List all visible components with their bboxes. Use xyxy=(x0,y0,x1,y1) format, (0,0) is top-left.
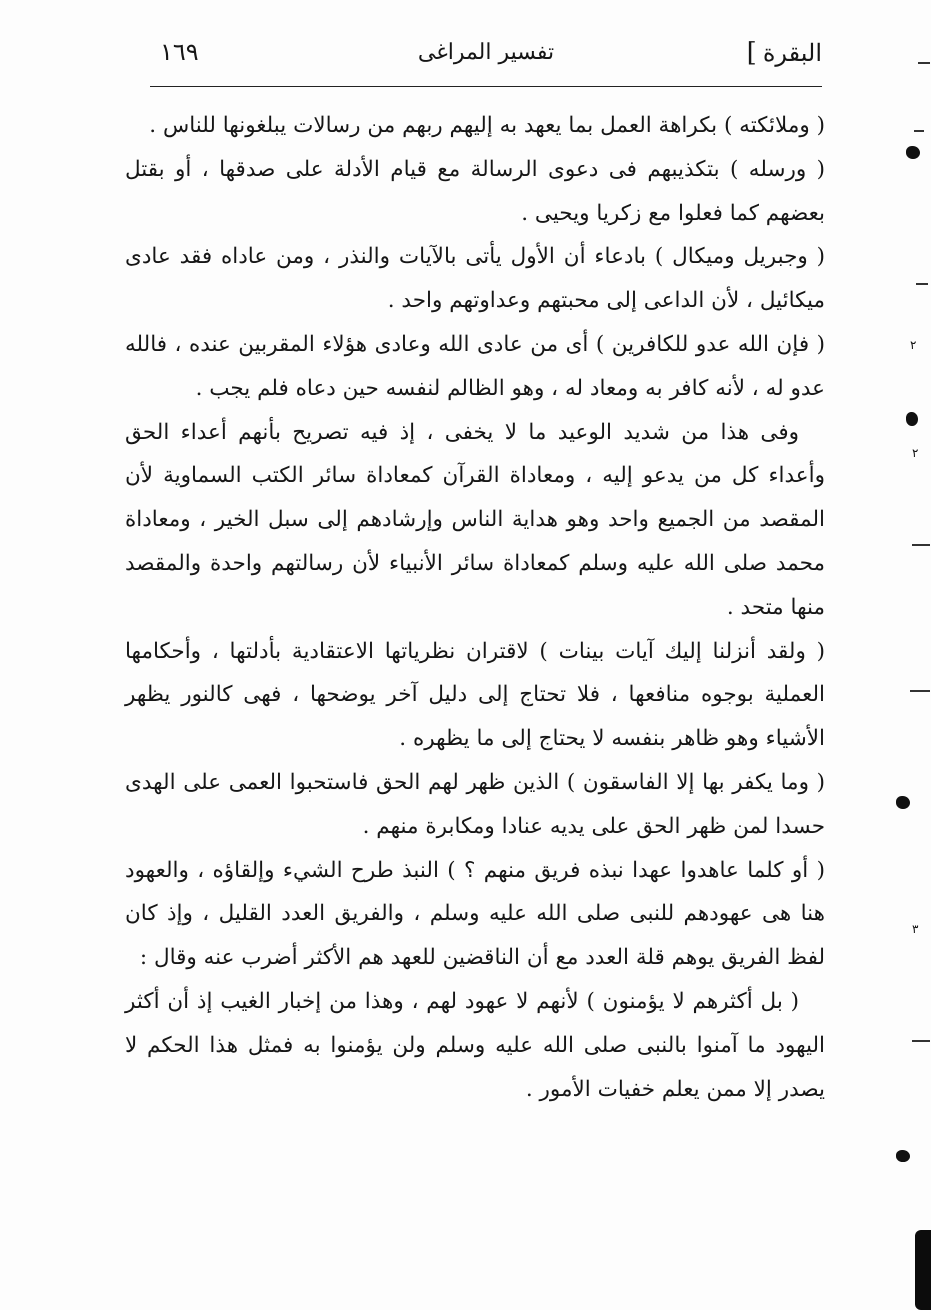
paragraph xyxy=(125,104,825,148)
paragraph xyxy=(125,323,825,411)
margin-mark xyxy=(912,544,930,546)
surah-label: البقرة xyxy=(762,39,822,67)
paragraph xyxy=(125,980,825,1111)
margin-note: ٢ xyxy=(910,338,917,352)
paragraph xyxy=(125,148,825,236)
paragraph-text: ( بل أكثرهم لا يؤمنون ) لأنهم لا عهود لهم ، وهذا من إخبار الغيب إذ أن أكثر اليهود ما آمنوا بالنبى صلى الله عليه وسلم ولن يؤمنوا به فمثل هذا الحكم لا يصدر إلا ممن يعلم خفيات الأمور . xyxy=(125,988,825,1102)
margin-mark xyxy=(910,690,930,692)
header-rule xyxy=(150,86,822,87)
commentary-text xyxy=(125,104,825,1111)
paragraph-text: ( أو كلما عاهدوا عهدا نبذه فريق منهم ؟ ) النبذ طرح الشيء وإلقاؤه ، والعهود هنا هى عهودهم للنبى صلى الله عليه وسلم ، والفريق العدد القليل ، وإذ كان لفظ الفريق يوهم قلة العدد مع أن الناقضين للعهد هم الأكثر أضرب عنه وقال : xyxy=(125,857,825,971)
margin-mark xyxy=(916,283,928,285)
book-title: تفسير المراغى xyxy=(417,40,555,65)
margin-mark xyxy=(914,130,924,132)
ink-blot xyxy=(906,146,920,159)
paragraph xyxy=(125,761,825,849)
ink-blot xyxy=(896,796,910,809)
margin-note: ٢ xyxy=(912,446,919,460)
paragraph-text: ( وجبريل وميكال ) بادعاء أن الأول يأتى بالآيات والنذر ، ومن عاداه فقد عادى ميكائيل ، لأن الداعى إلى محبتهم وعداوتهم واحد . xyxy=(125,244,825,314)
paragraph xyxy=(125,411,825,630)
paragraph xyxy=(125,849,825,980)
paragraph xyxy=(125,630,825,761)
ink-blot xyxy=(896,1150,910,1162)
margin-mark xyxy=(918,62,930,64)
page-number: ١٦٩ xyxy=(160,38,199,66)
paragraph-text: ( فإن الله عدو للكافرين ) أى من عادى الله وعادى هؤلاء المقربين عنده ، فالله عدو له ، لأنه كافر به ومعاد له ، وهو الظالم لنفسه حين دعاه فلم يجب . xyxy=(125,331,825,401)
paragraph-text: ( ورسله ) بتكذيبهم فى دعوى الرسالة مع قيام الأدلة على صدقها ، أو بقتل بعضهم كما فعلوا مع زكريا ويحيى . xyxy=(125,156,825,226)
header-bracket: ] xyxy=(746,38,757,68)
binding-edge xyxy=(915,1230,931,1310)
margin-mark xyxy=(912,1040,930,1042)
paragraph-text: ( وما يكفر بها إلا الفاسقون ) الذين ظهر لهم الحق فاستحبوا العمى على الهدى حسدا لمن ظهر الحق على يديه عنادا ومكابرة منهم . xyxy=(125,769,825,839)
paragraph xyxy=(125,235,825,323)
paragraph-text: وفى هذا من شديد الوعيد ما لا يخفى ، إذ فيه تصريح بأنهم أعداء الحق وأعداء كل من يدعو إليه ، ومعاداة القرآن كمعاداة سائر الكتب السماوية لأن المقصد من الجميع واحد وهو هداية الناس وإرشادهم إلى سبل الخير ، ومعاداة محمد صلى الله عليه وسلم كمعاداة سائر الأنبياء لأن رسالتهم واحدة والمقصد منها متحد . xyxy=(125,419,825,620)
margin-note: ٣ xyxy=(912,922,919,936)
ink-blot xyxy=(906,412,918,426)
paragraph-text: ( ولقد أنزلنا إليك آيات بينات ) لاقتران نظرياتها الاعتقادية بأدلتها ، وأحكامها العملية بوجوه منافعها ، فلا تحتاج إلى دليل آخر يوضحها ، فهى كالنور يظهر الأشياء وهو ظاهر بنفسه لا يحتاج إلى ما يظهره . xyxy=(125,638,825,752)
page-header xyxy=(150,34,822,82)
paragraph-text: ( وملائكته ) بكراهة العمل بما يعهد به إليهم ربهم من رسالات يبلغونها للناس . xyxy=(149,113,825,138)
